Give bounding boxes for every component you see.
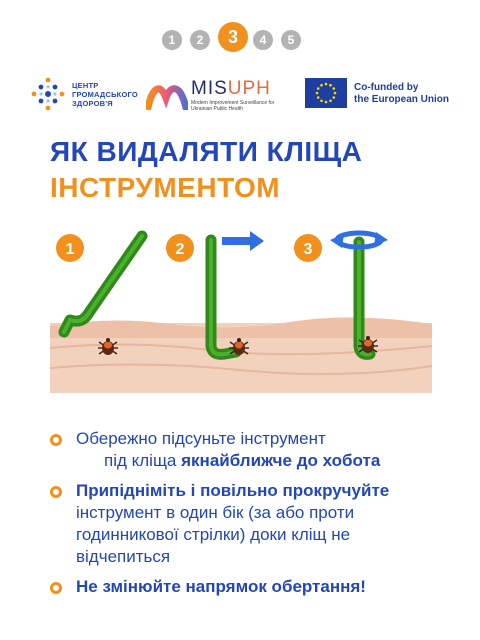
- step-badge-2: [166, 234, 194, 262]
- step-badge-1: [56, 234, 84, 262]
- bullet-circle-icon: [50, 486, 62, 498]
- bullet-circle-icon: [50, 582, 62, 594]
- instruction-1-line-1: Обережно підсуньте інструмент: [76, 429, 326, 448]
- eu-star-icon: [334, 92, 337, 95]
- misuph-subtitle: Modern Improvement Surveillance for Ukrainian Public Health: [191, 100, 275, 112]
- eu-star-icon: [316, 92, 319, 95]
- step-3-active[interactable]: 3: [218, 22, 248, 52]
- instruction-2-line-3: годинникової стрілки) доки кліщ не: [76, 525, 351, 544]
- step-1[interactable]: 1: [162, 30, 182, 50]
- eu-star-icon: [325, 83, 328, 86]
- step-2[interactable]: 2: [190, 30, 210, 50]
- step-badge-3: [294, 234, 322, 262]
- svg-text:3: 3: [303, 241, 313, 258]
- svg-text:2: 2: [175, 241, 185, 258]
- instruction-1-line-2: під кліща якнайближче до хобота: [104, 451, 381, 470]
- phc-logo: [30, 76, 140, 112]
- eu-star-icon: [320, 84, 323, 87]
- misuph-emblem-icon: [146, 80, 188, 110]
- bullet-circle-icon: [50, 434, 62, 446]
- eu-star-icon: [332, 87, 335, 90]
- partner-logos: [0, 74, 480, 114]
- step-4[interactable]: 4: [253, 30, 273, 50]
- eu-star-icon: [320, 99, 323, 102]
- instruction-2-line-2: інструмент в один бік (за або проти: [76, 503, 355, 522]
- instructions-list: [50, 428, 460, 606]
- phc-emblem-icon: [30, 76, 66, 112]
- instruction-2-line-4: відчепиться: [76, 547, 171, 566]
- instruction-item-3: [50, 576, 460, 598]
- eu-flag-icon: [305, 78, 347, 108]
- eu-star-icon: [317, 87, 320, 90]
- title-line-2: ІНСТРУМЕНТОМ: [50, 172, 281, 203]
- phc-logo-text: ЦЕНТР ГРОМАДСЬКОГО ЗДОРОВ'Я: [72, 81, 138, 108]
- eu-cofunded-text: Co-funded by the European Union: [354, 82, 449, 105]
- eu-star-icon: [317, 96, 320, 99]
- misuph-logo: [146, 78, 286, 112]
- eu-star-icon: [329, 84, 332, 87]
- eu-star-icon: [325, 101, 328, 104]
- misuph-wordmark: MISUPH: [191, 78, 271, 99]
- step-pager: [0, 22, 480, 62]
- push-arrow-icon: [222, 231, 264, 251]
- tick-removal-illustration: [50, 228, 432, 393]
- title-line-1: ЯК ВИДАЛЯТИ КЛІЩА: [50, 136, 363, 167]
- page-title: [50, 134, 450, 206]
- instruction-2-line-1: Припідніміть і повільно прокручуйте: [76, 481, 390, 500]
- instruction-item-1: [50, 428, 460, 472]
- svg-text:1: 1: [65, 241, 75, 258]
- instruction-item-2: [50, 480, 460, 568]
- eu-logo: [305, 78, 465, 110]
- eu-star-icon: [332, 96, 335, 99]
- instruction-3-line-1: Не змінюйте напрямок обертання!: [76, 577, 366, 596]
- eu-star-icon: [329, 99, 332, 102]
- step-5[interactable]: 5: [281, 30, 301, 50]
